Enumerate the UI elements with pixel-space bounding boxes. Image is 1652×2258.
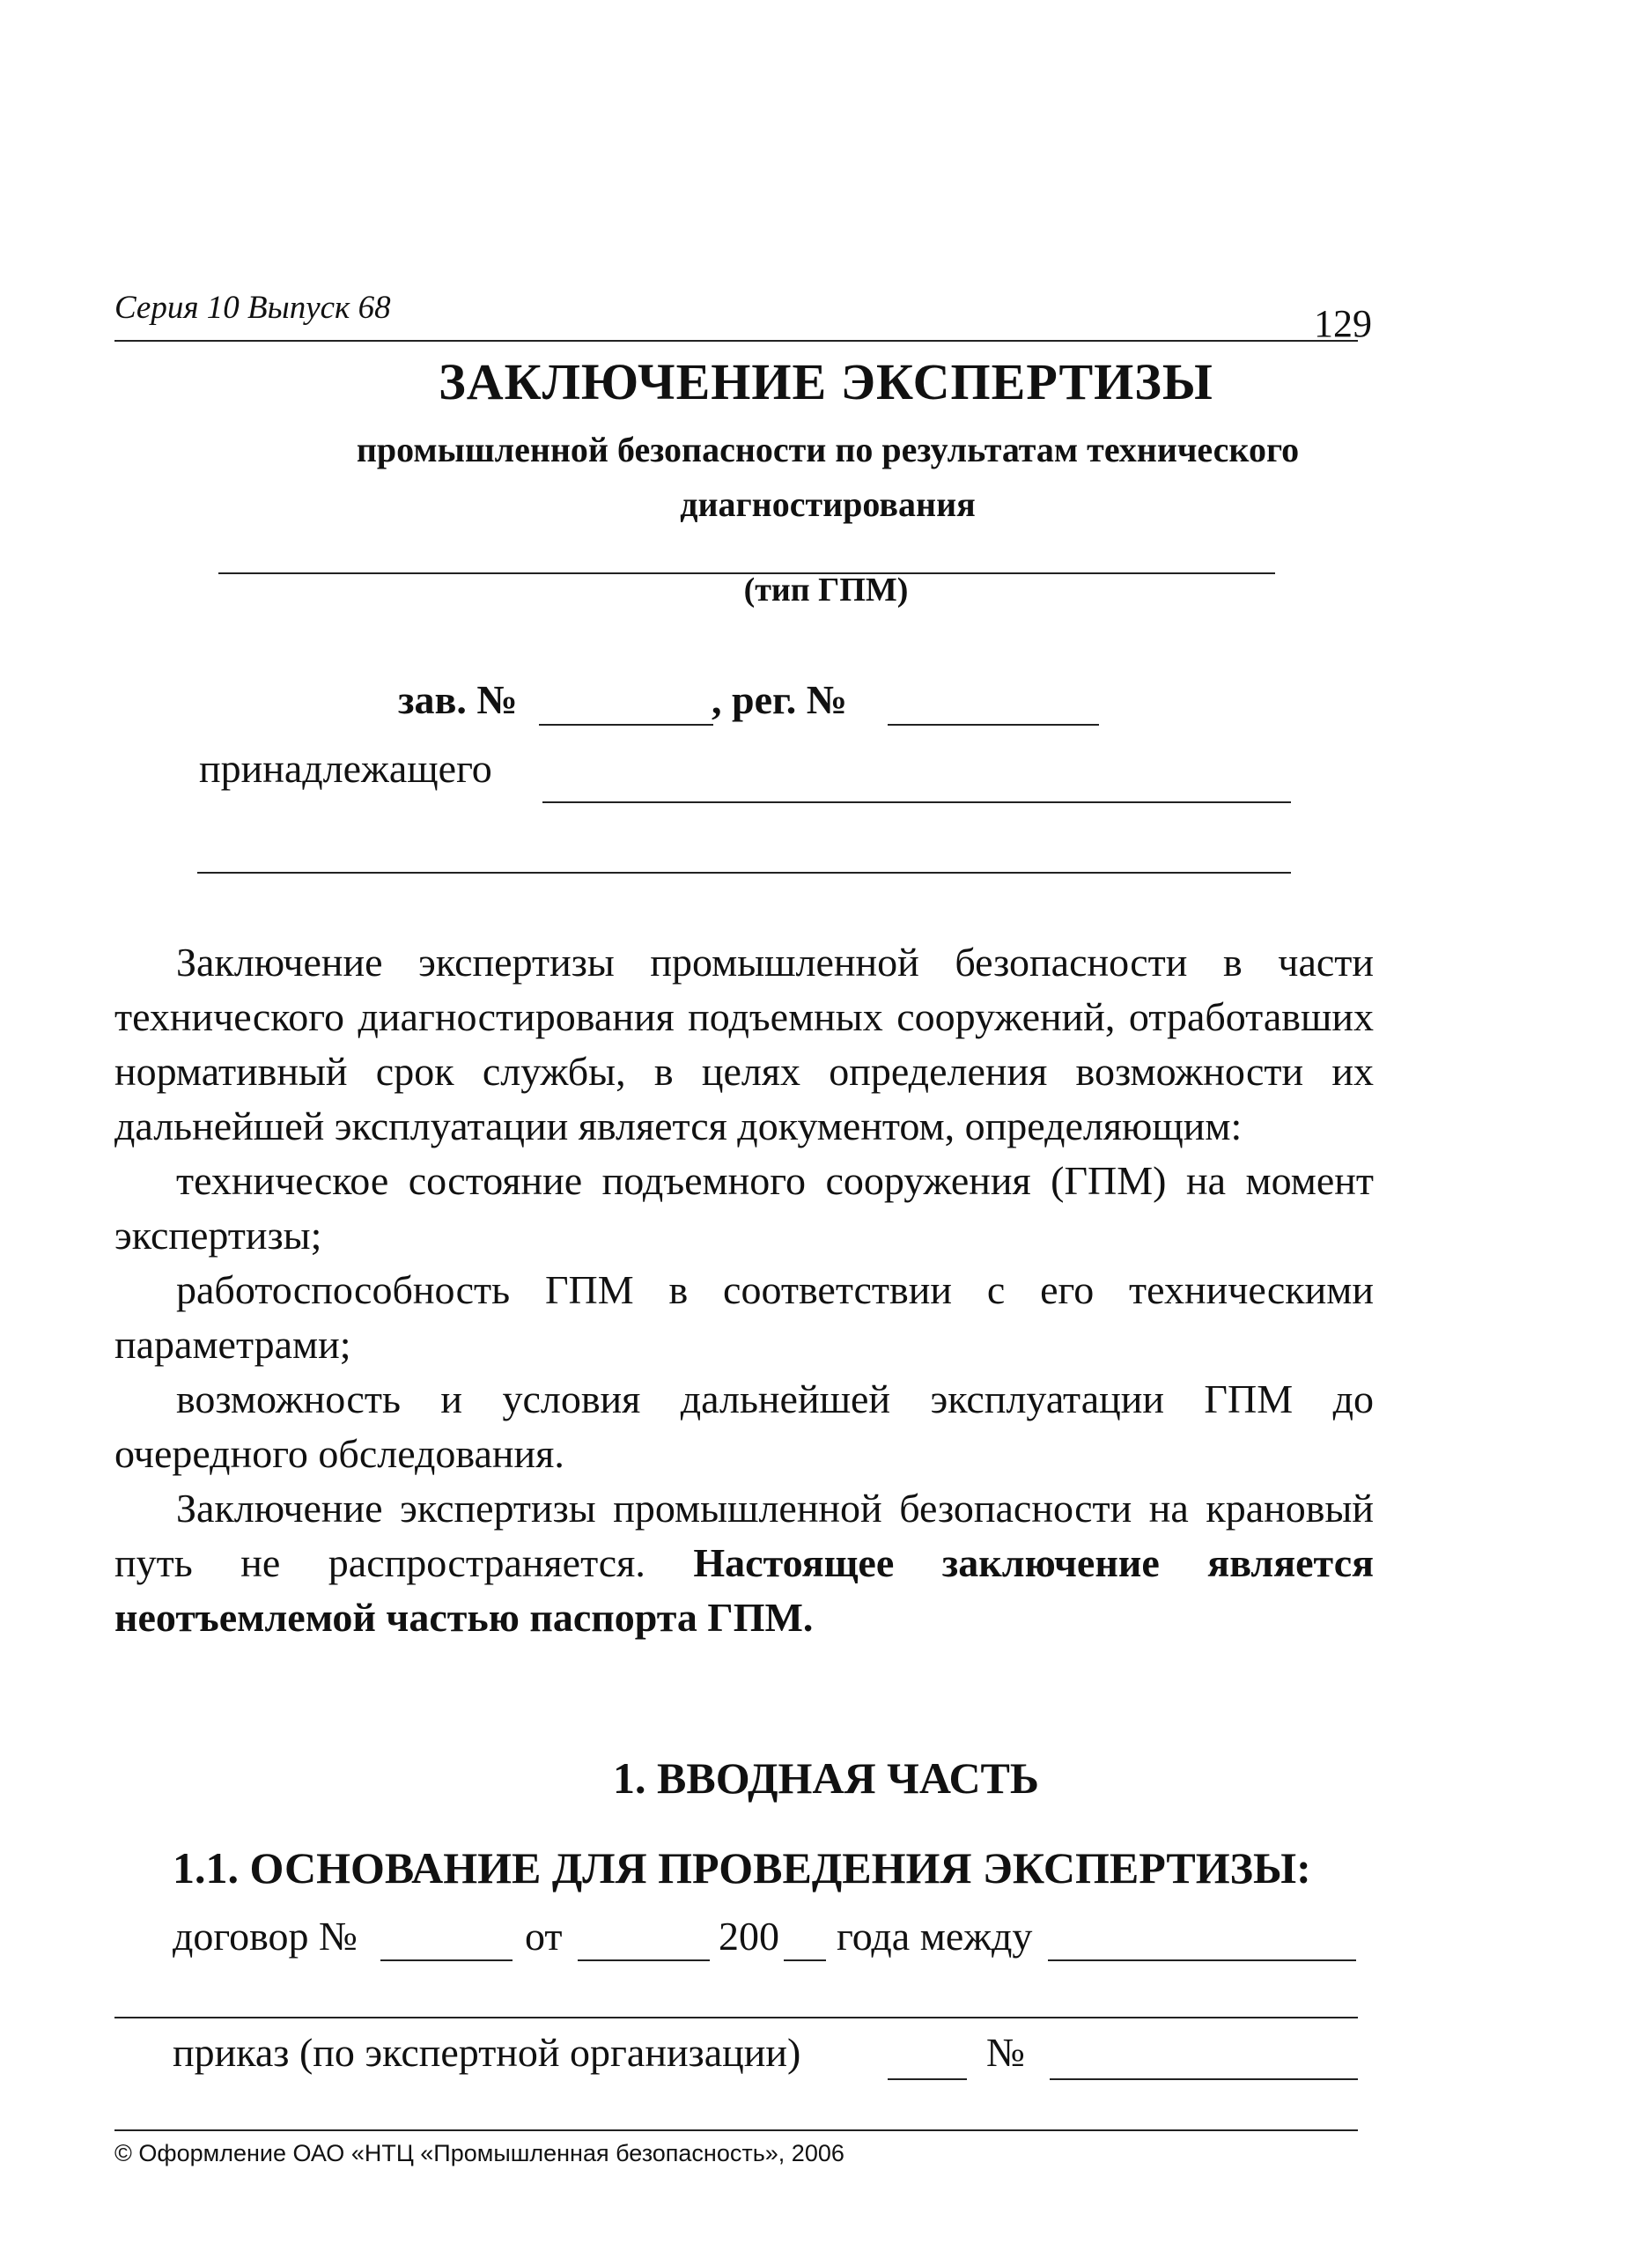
order-label: приказ (по экспертной организации) [173, 2030, 801, 2075]
copyright-footer: © Оформление ОАО «НТЦ «Промышленная безопасность», 2006 [114, 2140, 844, 2166]
owner-label: принадлежащего [199, 746, 492, 791]
document-title: ЗАКЛЮЧЕНИЕ ЭКСПЕРТИЗЫ [439, 353, 1213, 410]
type-caption: (тип ГПМ) [743, 572, 909, 609]
subtitle-line-2: диагностирования [680, 484, 976, 524]
contract-number-blank[interactable] [380, 1959, 513, 1961]
contract-between-blank[interactable] [1048, 1959, 1356, 1961]
order-number-label: № [986, 2030, 1025, 2075]
section-1-title: 1. ВВОДНАЯ ЧАСТЬ [613, 1753, 1039, 1803]
order-blank[interactable] [888, 2078, 967, 2080]
subsection-1-1-title: 1.1. ОСНОВАНИЕ ДЛЯ ПРОВЕДЕНИЯ ЭКСПЕРТИЗЫ: [173, 1843, 1311, 1893]
contract-date-blank[interactable] [578, 1959, 710, 1961]
page-number: 129 [1314, 302, 1372, 345]
body-intro-paragraph: Заключение экспертизы промышленной безопасности в части технического диагностирования подъемных сооружений, отработавших нормативный срок службы, в целях определения возможности их дальнейшей эксплуатации является документом, определяющим: [114, 940, 1374, 1148]
header-rule [114, 340, 1358, 342]
closing-text: Заключение экспертизы промышленной безопасности на крановый путь не распространяется. [114, 1486, 1374, 1585]
reg-label: , рег. № [712, 677, 847, 722]
document-subtitle [141, 423, 1515, 532]
series-header: Серия 10 Выпуск 68 [114, 290, 391, 326]
body-list-item-3: возможность и условия дальнейшей эксплуатации ГПМ до очередного обследования. [114, 1376, 1374, 1476]
order-number-blank[interactable] [1050, 2078, 1358, 2080]
contract-year-blank[interactable] [784, 1959, 826, 1961]
closing-bold-text: Настоящее заключение является неотъемлемой частью паспорта ГПМ. [114, 1540, 1375, 1640]
body-closing-paragraph [114, 1481, 1374, 1645]
reg-number-blank[interactable] [888, 724, 1099, 726]
contract-year-label: 200 [719, 1914, 779, 1959]
subtitle-line-1: промышленной безопасности по результатам технического [356, 430, 1300, 469]
body-list-item-2: работоспособность ГПМ в соответствии с его техническими параметрами; [114, 1267, 1374, 1367]
body-list-item-1: техническое состояние подъемного сооружения (ГПМ) на момент экспертизы; [114, 1158, 1374, 1258]
order-blank-line-2[interactable] [114, 2129, 1358, 2131]
owner-blank-line-2[interactable] [197, 872, 1291, 874]
body-text [114, 935, 1374, 1645]
zav-label: зав. № [398, 677, 518, 722]
owner-blank-line-1[interactable] [542, 801, 1291, 803]
contract-between-label: года между [837, 1914, 1033, 1959]
contract-blank-line-2[interactable] [114, 2017, 1358, 2018]
contract-number-label: договор № [173, 1914, 358, 1959]
zav-number-blank[interactable] [539, 724, 713, 726]
contract-date-label: от [525, 1914, 563, 1959]
